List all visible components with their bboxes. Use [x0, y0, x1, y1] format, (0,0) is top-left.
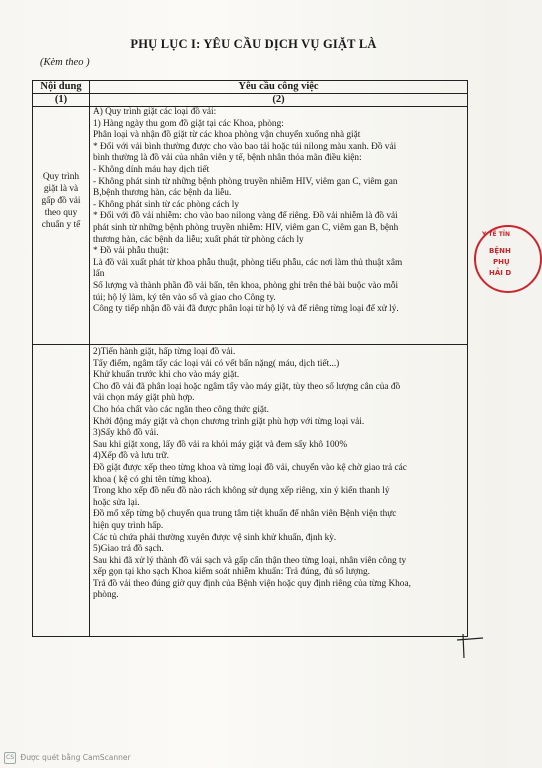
scanner-text: Được quét bằng CamScanner [20, 753, 131, 762]
text-line: 1) Hàng ngày thu gom đồ giặt tại các Khoa, phòng: [93, 118, 284, 129]
text-line: túi; hộ lý làm, ký tên vào sổ và giao cho Công ty. [93, 292, 276, 303]
header-content: Nội dung [33, 81, 90, 94]
table-header-row [33, 81, 468, 94]
text-line: Các tủ chứa phải thường xuyên được vệ sinh khử khuẩn, định kỳ. [93, 532, 337, 543]
subheader-1: (1) [33, 94, 90, 107]
requirements-text-1 [93, 107, 464, 316]
table-row [33, 107, 468, 345]
stamp-line-1: BỆNH [489, 247, 511, 255]
stamp-arc-text: Y TẾ TỈN [482, 231, 511, 238]
text-line: 5)Giao trả đồ sạch. [93, 544, 164, 555]
text-line: Trả đồ vải theo đúng giờ quy định của Bệnh viện hoặc quy định riêng của từng Khoa, [93, 578, 411, 589]
process-label-cell [33, 107, 90, 345]
text-line: Công ty tiếp nhận đồ vải đã được phân loại từ hộ lý và để riêng từng loại để xử lý. [93, 304, 399, 315]
requirements-text-2 [93, 345, 464, 602]
text-line: lấn [93, 269, 105, 280]
requirements-cell-1 [90, 107, 468, 345]
text-line: Tẩy điểm, ngâm tẩy các loại vải có vết bẩn nặng( máu, dịch tiết...) [93, 358, 340, 369]
text-line: Khởi động máy giặt và chọn chương trình giặt phù hợp với từng loại vải. [93, 416, 365, 427]
text-line: khoa ( kệ có ghi tên từng khoa). [93, 474, 212, 485]
table-subheader-row [33, 94, 468, 107]
document-title: PHỤ LỤC I: YÊU CẦU DỊCH VỤ GIẶT LÀ [130, 37, 377, 51]
text-line: thương hàn, các bệnh da liễu; xuất phát từ phòng cách ly [93, 234, 304, 245]
text-line: 4)Xếp đồ và lưu trữ. [93, 451, 169, 462]
text-line: * Đối với vải bình thường được cho vào bao tải hoặc túi nilong màu xanh. Đồ vải [93, 141, 397, 152]
process-label: Quy trình giặt là và gấp đồ vải theo quy chuẩn y tế [41, 172, 81, 230]
text-line: Cho hóa chất vào các ngăn theo công thức giặt. [93, 404, 269, 415]
text-line: phòng. [93, 590, 119, 601]
text-line: hoặc sửa lại. [93, 497, 140, 508]
text-line: * Đồ vải phẫu thuật: [93, 246, 169, 257]
text-line: vải chọn máy giặt phù hợp. [93, 393, 195, 404]
text-line: Sau khi đã xử lý thành đồ vải sạch và gấp cẩn thận theo từng loại, nhân viên công ty [93, 555, 407, 566]
text-line: hiện quy trình hấp. [93, 520, 164, 531]
text-line: Đồ mổ xếp từng bộ chuyển qua trung tâm tiệt khuẩn để nhân viên Bệnh viện thực [93, 509, 397, 520]
text-line: phát sinh từ những bệnh phòng truyền nhiễm: HIV, viêm gan C, viêm gan B, bệnh [93, 222, 399, 233]
text-line: Phân loại và nhận đồ giặt từ các khoa phòng vận chuyển xuống nhà giặt [93, 130, 361, 141]
stamp-line-3: HẢI D [489, 269, 512, 277]
text-line: Cho đồ vải đã phân loại hoặc ngâm tẩy vào máy giặt, tùy theo số lượng cân của đồ [93, 381, 401, 392]
text-line: - Không phát sinh từ các phòng cách ly [93, 199, 240, 210]
table-row [33, 345, 468, 637]
text-line: Số lượng và thành phần đồ vải bẩn, tên khoa, phòng ghi trên thẻ bài buộc vào mỗi [93, 280, 399, 291]
requirements-cell-2 [90, 345, 468, 637]
text-line: B,bệnh thương hàn, các bệnh da liễu. [93, 188, 232, 199]
text-line: Trong kho xếp đồ nếu đồ nào rách không sử dụng xếp riêng, xin ý kiến thanh lý [93, 486, 390, 497]
pen-mark-icon [455, 630, 485, 660]
stamp-line-2: PHỤ [493, 258, 510, 266]
hospital-stamp [474, 225, 542, 293]
text-line: Khử khuẩn trước khi cho vào máy giặt. [93, 370, 240, 381]
empty-label-cell [33, 345, 90, 637]
document-subtitle: (Kèm theo ) [40, 57, 90, 68]
text-line: * Đối với đồ vải nhiễm: cho vào bao nilong vàng để riêng. Đồ vải nhiễm là đồ vải [93, 211, 398, 222]
camscanner-icon: CS [4, 752, 16, 764]
text-line: A) Quy trình giặt các loại đồ vải: [93, 107, 217, 117]
text-line: 2)Tiến hành giặt, hấp từng loại đồ vải. [93, 347, 236, 357]
header-requirements: Yêu cầu công việc [90, 81, 468, 94]
text-line: - Không phát sinh từ những bệnh phòng truyền nhiễm HIV, viêm gan C, viêm gan [93, 176, 398, 187]
text-line: 3)Sấy khô đồ vải. [93, 428, 159, 439]
subheader-2: (2) [90, 94, 468, 107]
text-line: Sau khi giặt xong, lấy đồ vải ra khỏi máy giặt và đem sấy khô 100% [93, 439, 348, 450]
scanner-footer [4, 752, 131, 764]
text-line: xếp gọn tại kho sạch Khoa kiểm soát nhiễm khuẩn: Trả đúng, đủ số lượng. [93, 567, 370, 578]
requirements-table [32, 80, 468, 637]
text-line: - Không dính máu hay dịch tiết [93, 164, 210, 175]
text-line: Là đồ vải xuất phát từ khoa phẫu thuật, phòng tiểu phẫu, các nơi làm thủ thuật xâm [93, 257, 403, 268]
text-line: bình thường là đồ vải của nhân viên y tế, bệnh nhân thỏa mãn điều kiện: [93, 153, 362, 164]
text-line: Đồ giặt được xếp theo từng khoa và từng loại đồ vải, chuyển vào kệ chờ giao trả các [93, 462, 407, 473]
